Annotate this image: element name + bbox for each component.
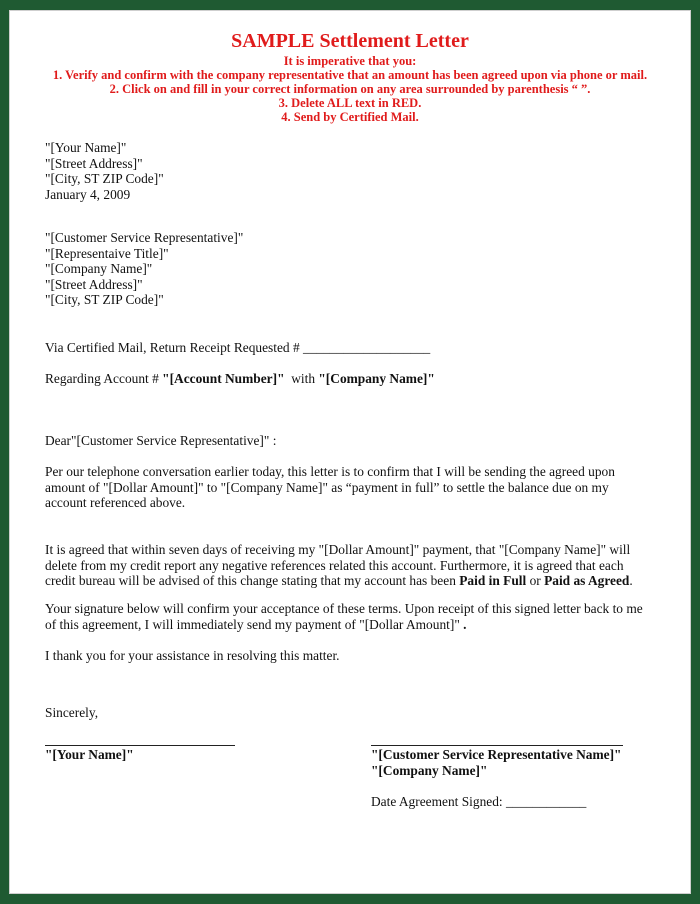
paid-in-full: Paid in Full: [459, 573, 527, 588]
paragraph-2-period: .: [629, 573, 633, 588]
paragraph-line: delete from my credit report any negative references related this account. Furthermore, it is agreed that each: [45, 557, 624, 573]
recipient-address: [45, 230, 243, 308]
salutation: Dear"[Customer Service Representative]" :: [45, 433, 277, 448]
letter-title: SAMPLE Settlement Letter: [231, 30, 469, 52]
letter-page: [9, 10, 691, 894]
signature-left: [45, 731, 235, 763]
recipient-rep[interactable]: "[Customer Service Representative]": [45, 230, 244, 245]
instruction-step: 3. Delete ALL text in RED.: [278, 96, 422, 110]
paragraph-line: It is agreed that within seven days of receiving my "[Dollar Amount]" payment, that "[Company Name]" will: [45, 542, 631, 557]
recipient-company[interactable]: "[Company Name]": [45, 261, 153, 276]
paragraph-line: [45, 573, 633, 589]
signature-right-rep: [371, 747, 623, 763]
regarding-line: [45, 371, 435, 387]
rep-signer-name[interactable]: "[Customer Service Representative Name]": [371, 747, 622, 762]
paragraph-3-line2: of this agreement, I will immediately send my payment of "[Dollar Amount]": [45, 616, 464, 632]
recipient-title[interactable]: "[Representaive Title]": [45, 245, 169, 261]
instruction-step: 1. Verify and confirm with the company representative that an amount has been agreed upon via phone or mail.: [52, 68, 648, 82]
paid-as-agreed: Paid as Agreed: [544, 573, 630, 588]
via-certified-mail: Via Certified Mail, Return Receipt Requested # ___________________: [45, 340, 431, 355]
paragraph-3: [45, 601, 643, 632]
paragraph-line: amount of "[Dollar Amount]" to "[Company Name]" as “payment in full” to settle the balance due on my: [45, 479, 609, 495]
recipient-city[interactable]: "[City, ST ZIP Code]": [45, 292, 164, 307]
paragraph-1: [45, 464, 615, 511]
instructions: [10, 54, 690, 124]
paragraph-3-end: .: [463, 616, 467, 632]
instruction-step: 2. Click on and fill in your correct information on any area surrounded by parenthesis “ ”.: [109, 82, 591, 96]
paragraph-line: account referenced above.: [45, 495, 186, 510]
recipient-street[interactable]: "[Street Address]": [45, 276, 143, 292]
thank-you-line: I thank you for your assistance in resolving this matter.: [45, 648, 340, 663]
paragraph-line: [45, 617, 643, 633]
account-number[interactable]: "[Account Number]": [162, 371, 285, 386]
signature-right-company: [371, 763, 623, 779]
paragraph-line: Your signature below will confirm your acceptance of these terms. Upon receipt of this signed letter back to me: [45, 601, 643, 616]
regarding-prefix: Regarding Account #: [45, 371, 163, 386]
date-agreement-signed[interactable]: Date Agreement Signed: ____________: [371, 794, 587, 809]
paragraph-line: Per our telephone conversation earlier today, this letter is to confirm that I will be sending the agreed upon: [45, 464, 615, 479]
regarding-company[interactable]: "[Company Name]": [318, 371, 435, 386]
sender-street[interactable]: "[Street Address]": [45, 155, 143, 171]
paragraph-2-or: or: [526, 573, 545, 588]
sender-address: [45, 140, 164, 202]
closing: Sincerely,: [45, 705, 99, 720]
signature-left-name: [45, 747, 235, 763]
regarding-with: with: [284, 371, 319, 386]
signer-name[interactable]: "[Your Name]": [45, 747, 134, 762]
rep-company-name[interactable]: "[Company Name]": [371, 763, 488, 778]
signature-line[interactable]: [45, 745, 235, 746]
instruction-step: 4. Send by Certified Mail.: [281, 110, 419, 124]
letter-date: January 4, 2009: [45, 186, 131, 202]
paragraph-2: [45, 542, 633, 589]
sender-name[interactable]: "[Your Name]": [45, 140, 127, 155]
paragraph-2-line3: credit bureau will be advised of this change stating that my account has been: [45, 573, 460, 588]
instructions-subtitle: It is imperative that you:: [283, 54, 417, 68]
sender-city[interactable]: "[City, ST ZIP Code]": [45, 171, 164, 186]
signature-line[interactable]: [371, 745, 623, 746]
signature-right: [371, 731, 623, 810]
